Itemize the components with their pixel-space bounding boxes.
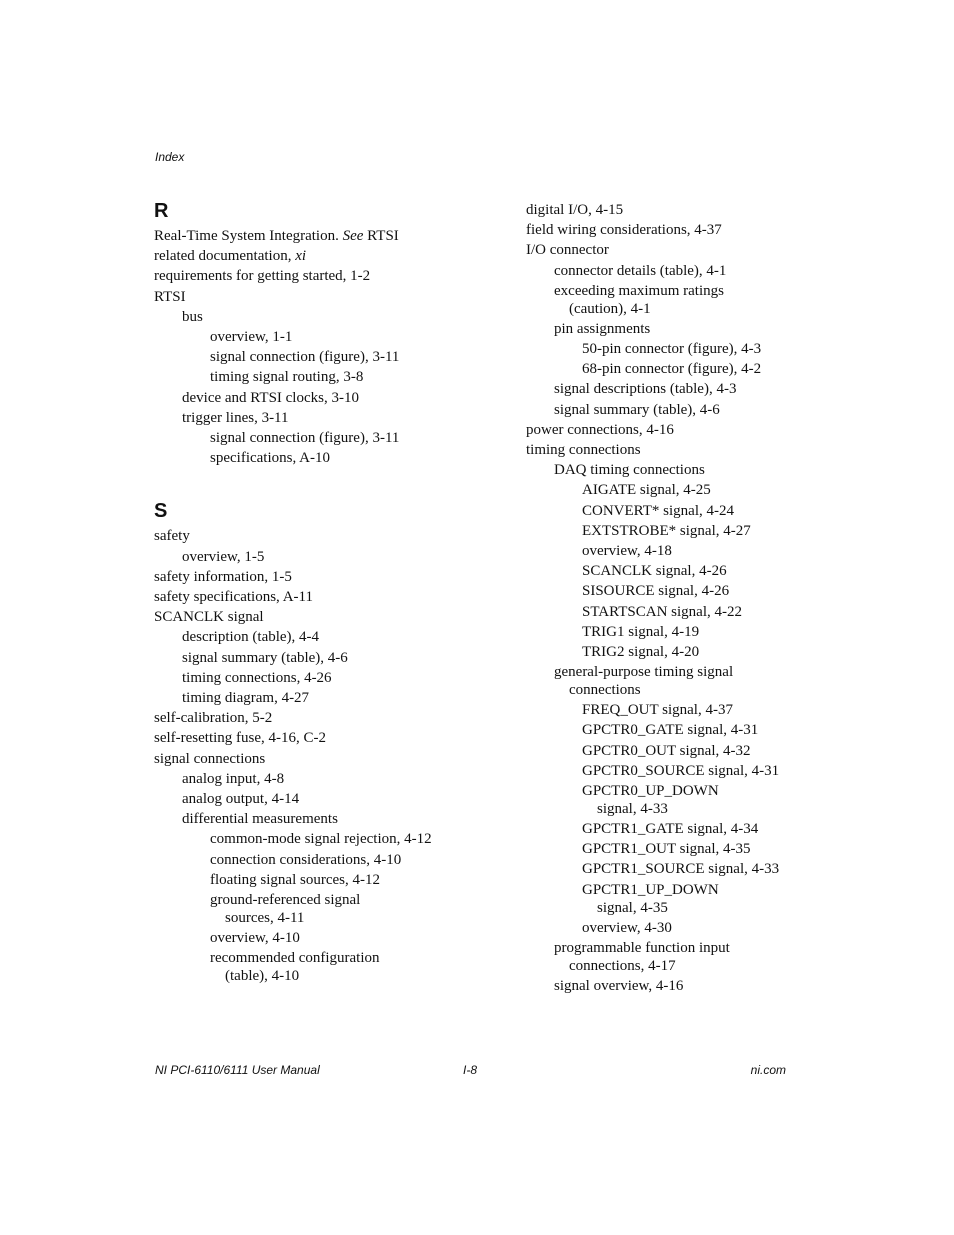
section-letter-r: R bbox=[154, 200, 169, 222]
index-entry: RTSI bbox=[154, 288, 186, 305]
index-subsubentry: exceeding maximum ratings (caution), 4-1 bbox=[554, 282, 724, 317]
index-subentry: I/O connector bbox=[526, 242, 609, 259]
index-subentry: differential measurements bbox=[182, 811, 338, 828]
index-subsubsubentry: TRIG1 signal, 4-19 bbox=[582, 623, 700, 640]
index-subsubsubentry: GPCTR0_GATE signal, 4-31 bbox=[582, 722, 759, 739]
index-entry: signal connections bbox=[154, 750, 266, 767]
index-subsubentry: overview, 4-10 bbox=[210, 930, 300, 947]
index-subsubentry: DAQ timing connections bbox=[554, 462, 705, 479]
index-column-right bbox=[526, 200, 826, 996]
index-subentry: power connections, 4-16 bbox=[526, 421, 674, 438]
index-subsubentry: overview, 1-1 bbox=[210, 329, 293, 346]
index-subsubentry: connector details (table), 4-1 bbox=[554, 262, 727, 279]
index-subentry: signal summary (table), 4-6 bbox=[182, 649, 348, 666]
index-subentry: trigger lines, 3-11 bbox=[182, 409, 289, 426]
index-subentry: device and RTSI clocks, 3-10 bbox=[182, 389, 359, 406]
index-subsubentry: signal connection (figure), 3-11 bbox=[210, 430, 400, 447]
index-subentry: analog input, 4-8 bbox=[182, 770, 285, 787]
footer-page-number: I-8 bbox=[463, 1063, 478, 1077]
index-entry: safety specifications, A-11 bbox=[154, 589, 313, 606]
index-subsubsubentry: overview, 4-30 bbox=[582, 919, 672, 936]
index-subsubentry: specifications, A-10 bbox=[210, 450, 330, 467]
index-subsubsubentry: 50-pin connector (figure), 4-3 bbox=[582, 341, 762, 358]
index-subsubentry: signal overview, 4-16 bbox=[554, 977, 684, 994]
index-subsubsubentry: TRIG2 signal, 4-20 bbox=[582, 644, 700, 661]
index-subentry: timing connections bbox=[526, 442, 641, 459]
index-subsubsubentry: 68-pin connector (figure), 4-2 bbox=[582, 361, 762, 378]
index-subsubsubentry: GPCTR0_OUT signal, 4-32 bbox=[582, 742, 751, 759]
index-entry: self-resetting fuse, 4-16, C-2 bbox=[154, 730, 327, 747]
index-subsubsubentry: GPCTR1_GATE signal, 4-34 bbox=[582, 821, 759, 838]
index-subsubsubentry: SCANCLK signal, 4-26 bbox=[582, 563, 727, 580]
index-subsubentry: programmable function input connections, 4-17 bbox=[554, 939, 730, 974]
index-subentry: overview, 1-5 bbox=[182, 548, 265, 565]
index-subsubsubentry: GPCTR1_UP_DOWN signal, 4-35 bbox=[582, 881, 719, 916]
index-column-left bbox=[154, 198, 484, 986]
index-subsubentry: connection considerations, 4-10 bbox=[210, 851, 402, 868]
index-subsubentry: ground-referenced signal sources, 4-11 bbox=[210, 892, 361, 927]
section-letter-s: S bbox=[154, 500, 168, 523]
index-subsubsubentry: FREQ_OUT signal, 4-37 bbox=[582, 702, 733, 719]
index-subsubsubentry: GPCTR0_SOURCE signal, 4-31 bbox=[582, 762, 780, 779]
index-entry: SCANCLK signal bbox=[154, 609, 264, 626]
index-subsubentry: timing signal routing, 3-8 bbox=[210, 369, 364, 386]
index-subentry: digital I/O, 4-15 bbox=[526, 202, 624, 218]
index-subsubsubentry: overview, 4-18 bbox=[582, 543, 672, 560]
footer-website: ni.com bbox=[750, 1063, 786, 1077]
index-subsubentry: common-mode signal rejection, 4-12 bbox=[210, 831, 432, 848]
index-subsubentry: pin assignments bbox=[554, 320, 651, 337]
index-subentry: field wiring considerations, 4-37 bbox=[526, 222, 722, 239]
index-entry: safety bbox=[154, 528, 190, 545]
index-entry: related documentation, xi bbox=[154, 248, 307, 265]
index-entry: safety information, 1-5 bbox=[154, 568, 292, 585]
index-subsubsubentry: STARTSCAN signal, 4-22 bbox=[582, 603, 742, 620]
index-subsubsubentry: GPCTR1_OUT signal, 4-35 bbox=[582, 841, 751, 858]
index-subsubsubentry: CONVERT* signal, 4-24 bbox=[582, 502, 735, 519]
index-subentry: timing connections, 4-26 bbox=[182, 669, 332, 686]
index-entry: requirements for getting started, 1-2 bbox=[154, 268, 371, 285]
index-subentry: description (table), 4-4 bbox=[182, 629, 320, 646]
index-subsubsubentry: GPCTR1_SOURCE signal, 4-33 bbox=[582, 861, 780, 878]
index-subsubentry: recommended configuration (table), 4-10 bbox=[210, 950, 380, 985]
index-subentry: analog output, 4-14 bbox=[182, 791, 300, 808]
index-subsubsubentry: EXTSTROBE* signal, 4-27 bbox=[582, 522, 751, 539]
index-subentry: bus bbox=[182, 308, 203, 325]
running-header: Index bbox=[155, 150, 185, 164]
index-subsubentry: signal descriptions (table), 4-3 bbox=[554, 381, 737, 398]
index-subentry: timing diagram, 4-27 bbox=[182, 690, 310, 707]
footer-manual-title: NI PCI-6110/6111 User Manual bbox=[155, 1063, 320, 1077]
index-entry: self-calibration, 5-2 bbox=[154, 710, 273, 727]
index-subsubentry: signal summary (table), 4-6 bbox=[554, 401, 720, 418]
index-subsubsubentry: AIGATE signal, 4-25 bbox=[582, 482, 711, 499]
index-subsubsubentry: SISOURCE signal, 4-26 bbox=[582, 583, 730, 600]
index-subsubsubentry: GPCTR0_UP_DOWN signal, 4-33 bbox=[582, 783, 719, 818]
index-entry: Real-Time System Integration. See RTSI bbox=[154, 228, 399, 244]
index-subsubentry: floating signal sources, 4-12 bbox=[210, 871, 380, 888]
index-subsubentry: general-purpose timing signal connections bbox=[554, 664, 734, 699]
index-subsubentry: signal connection (figure), 3-11 bbox=[210, 349, 400, 366]
